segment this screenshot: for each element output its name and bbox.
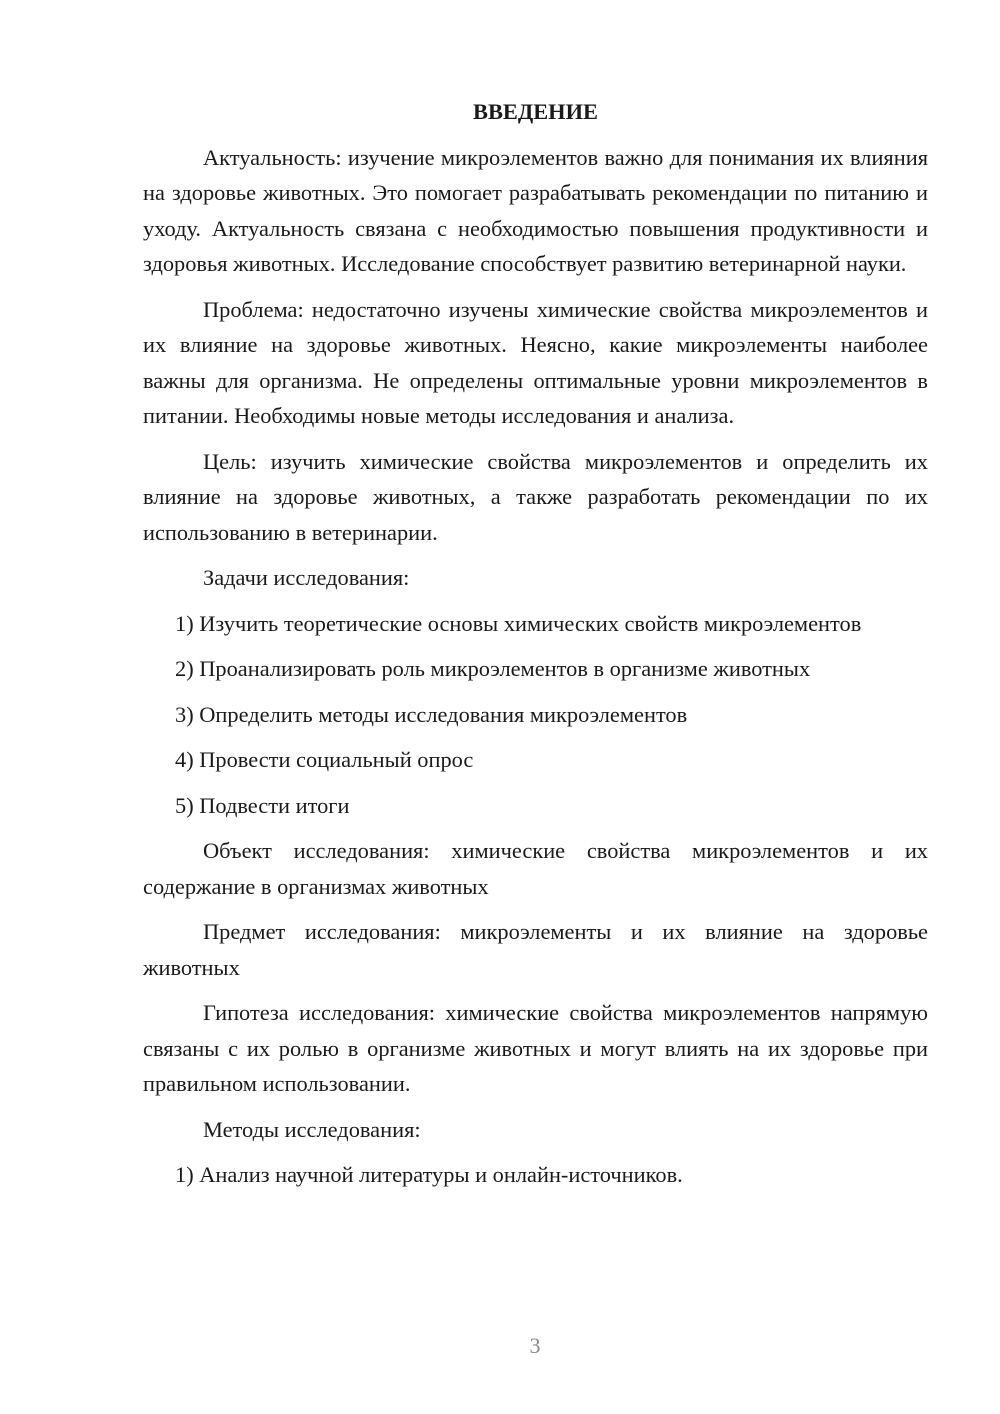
paragraph-subject: Предмет исследования: микроэлементы и их влияние на здоровье животных (143, 919, 928, 980)
task-item-5: 5) Подвести итоги (175, 792, 350, 818)
task-item-1: 1) Изучить теоретические основы химических свойств микроэлементов (175, 610, 862, 636)
task-item-4: 4) Провести социальный опрос (175, 747, 474, 772)
method-item-1: 1) Анализ научной литературы и онлайн-источников. (175, 1162, 683, 1187)
page-number: 3 (529, 1333, 541, 1358)
paragraph-problem: Проблема: недостаточно изучены химические свойства микроэлементов и их влияние на здоровье животных. Неясно, какие микроэлементы наиболее важны для организма. Не определены оптимальные уровни микроэлементов в питании. Необходимы новые методы исследования и анализа. (143, 296, 928, 428)
paragraph-goal: Цель: изучить химические свойства микроэлементов и определить их влияние на здоровье животных, а также разработать рекомендации по их использованию в ветеринарии. (143, 448, 928, 545)
tasks-heading: Задачи исследования: (203, 565, 410, 590)
paragraph-object: Объект исследования: химические свойства микроэлементов и их содержание в организмах животных (143, 838, 928, 899)
methods-heading: Методы исследования: (203, 1116, 421, 1142)
task-item-2: 2) Проанализировать роль микроэлементов в организме животных (175, 656, 811, 681)
page-title: ВВЕДЕНИЕ (473, 99, 598, 124)
paragraph-hypothesis: Гипотеза исследования: химические свойства микроэлементов напрямую связаны с их ролью в организме животных и могут влиять на их здоровье при правильном использовании. (143, 1000, 928, 1096)
task-item-3: 3) Определить методы исследования микроэлементов (175, 701, 688, 727)
page-content (143, 94, 928, 1193)
paragraph-relevance: Актуальность: изучение микроэлементов важно для понимания их влияния на здоровье животных. Это помогает разрабатывать рекомендации по питанию и уходу. Актуальность связана с необходимостью повышения продуктивности и здоровья животных. Исследование способствует развитию ветеринарной науки. (143, 144, 928, 276)
